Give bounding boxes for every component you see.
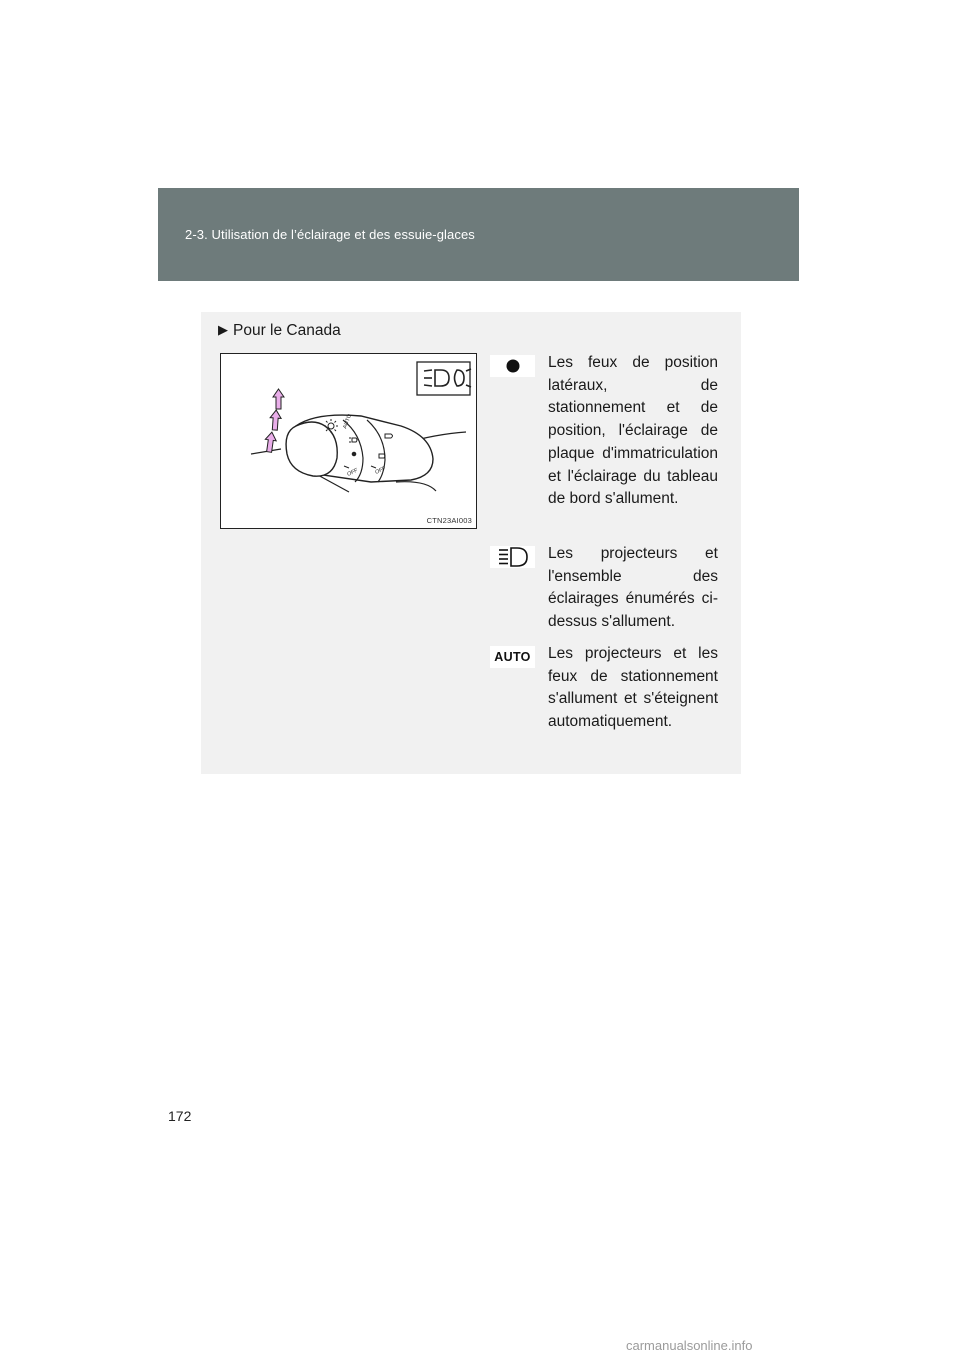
rotation-arrows-icon: [264, 389, 284, 453]
lever-label-auto: AUTO: [342, 413, 354, 430]
section-heading: [218, 322, 341, 340]
item-description: Les projecteurs et les feux de stationnement s'allument et s'éteignent automatiquement.: [548, 645, 718, 731]
section-heading-text: Pour le Canada: [233, 322, 341, 339]
auto-icon-text: AUTO: [494, 650, 531, 664]
item-description: Les feux de position latéraux, de stationnement et de position, l'éclairage de plaque d'immatriculation et l'éclairage du tableau de bord s'allument.: [548, 354, 718, 508]
lever-label-off-1: OFF: [346, 467, 359, 478]
light-switch-illustration: [220, 353, 477, 529]
parking-light-dot-icon: [490, 355, 535, 377]
triangle-bullet-icon: ▶: [218, 322, 228, 337]
figure-code: CTN23AI003: [426, 516, 472, 525]
footer-watermark[interactable]: carmanualsonline.info: [626, 1338, 753, 1353]
section-title: 2-3. Utilisation de l’éclairage et des essuie-glaces: [185, 227, 475, 242]
item-description: Les projecteurs et l'ensemble des éclairages énumérés ci-dessus s'allument.: [548, 545, 718, 631]
lever-drawing: [221, 354, 476, 528]
auto-icon: [490, 646, 535, 668]
content-panel: [201, 312, 741, 774]
section-header: [158, 188, 799, 281]
headlight-icon: [490, 546, 535, 568]
lever-label-off-2: OFF: [374, 465, 387, 476]
page-number: 172: [168, 1108, 192, 1124]
